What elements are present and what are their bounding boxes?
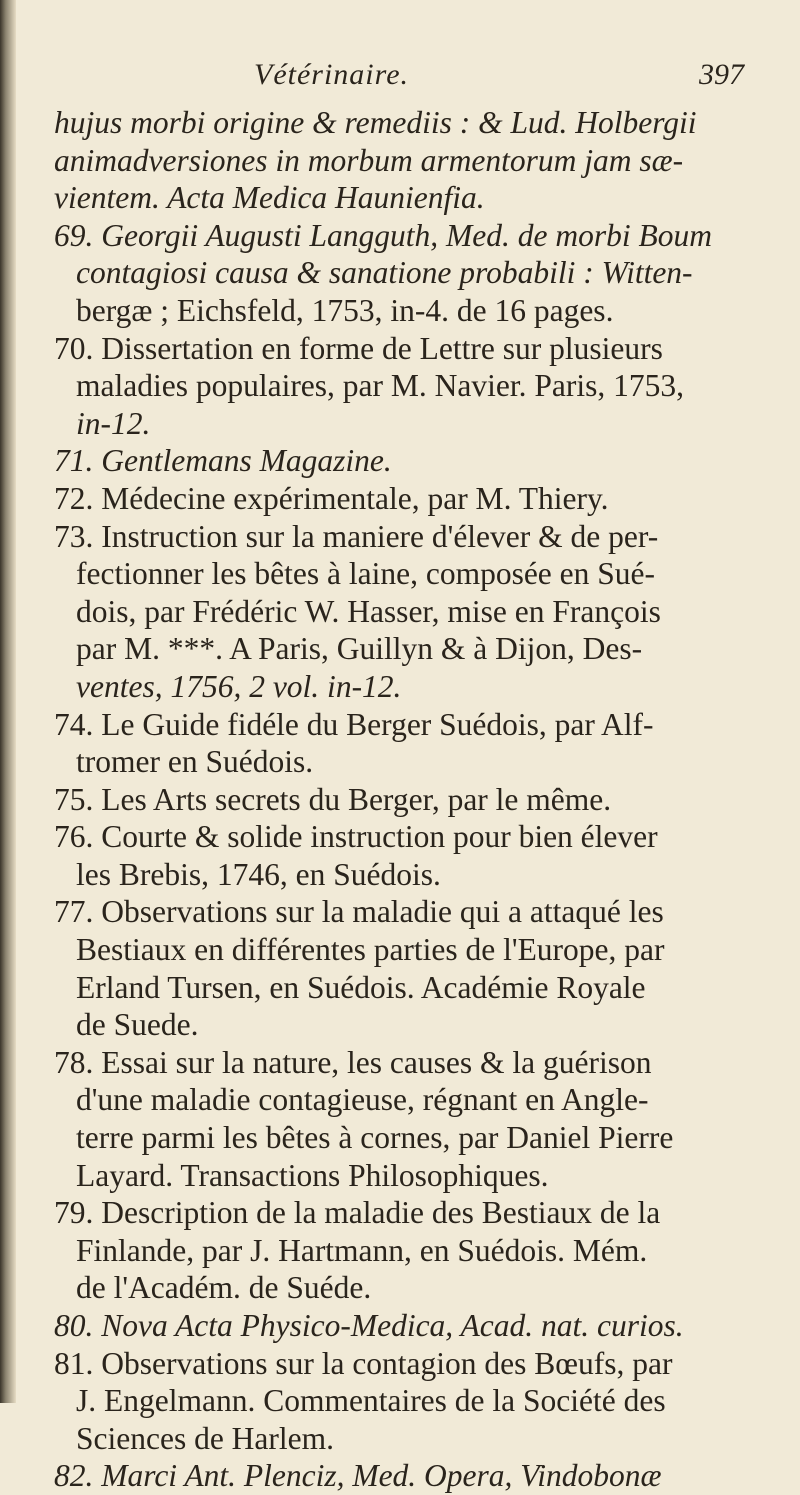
text-line: d'une maladie contagieuse, régnant en Angle- (76, 1082, 649, 1118)
text-line: les Brebis, 1746, en Suédois. (76, 856, 441, 892)
text-line: dois, par Frédéric W. Hasser, mise en François (76, 593, 661, 629)
text-line: contagiosi causa & sanatione probabili : Witten- (76, 255, 693, 291)
text-line: bergæ ; Eichsfeld, 1753, in-4. de 16 pages. (76, 292, 614, 328)
text-line: 74. Le Guide fidéle du Berger Suédois, par Alf- (54, 706, 654, 742)
text-line: tromer en Suédois. (76, 744, 314, 780)
text-line: maladies populaires, par M. Navier. Paris, 1753, (76, 368, 684, 404)
text-line: 78. Essai sur la nature, les causes & la guérison (54, 1044, 652, 1080)
text-line: 81. Observations sur la contagion des Bœufs, par (54, 1345, 673, 1381)
text-line: 76. Courte & solide instruction pour bien élever (54, 819, 658, 855)
text-line: ventes, 1756, 2 vol. in-12. (76, 668, 402, 704)
text-line: de l'Académ. de Suéde. (76, 1270, 372, 1306)
text-line: 73. Instruction sur la maniere d'élever & de per- (54, 518, 659, 554)
bibliography-text (54, 104, 774, 1495)
page-number: 397 (699, 58, 744, 91)
text-line: fectionner les bêtes à laine, composée en Sué- (76, 556, 656, 592)
text-line: hujus morbi origine & remediis : & Lud. Holbergii (54, 105, 697, 140)
text-line: animadversiones in morbum armentorum jam sæ- (54, 142, 684, 178)
text-line: 82. Marci Ant. Plenciz, Med. Opera, Vindobonæ (54, 1458, 662, 1494)
text-line: Finlande, par J. Hartmann, en Suédois. Mém. (76, 1232, 648, 1268)
running-head (54, 58, 774, 104)
text-line: par M. ***. A Paris, Guillyn & à Dijon, Des- (76, 631, 643, 667)
text-line: 77. Observations sur la maladie qui a attaqué les (54, 894, 664, 930)
text-line: Sciences de Harlem. (76, 1420, 335, 1456)
text-line: J. Engelmann. Commentaires de la Société des (76, 1383, 666, 1419)
text-line: in-12. (76, 405, 151, 441)
text-line: Layard. Transactions Philosophiques. (76, 1157, 549, 1193)
text-line: 72. Médecine expérimentale, par M. Thiery. (54, 480, 609, 516)
text-line: de Suede. (76, 1007, 199, 1043)
text-line: 75. Les Arts secrets du Berger, par le même. (54, 781, 612, 817)
text-line: 70. Dissertation en forme de Lettre sur plusieurs (54, 330, 663, 366)
text-line: terre parmi les bêtes à cornes, par Daniel Pierre (76, 1120, 674, 1156)
text-line: 69. Georgii Augusti Langguth, Med. de morbi Boum (54, 217, 712, 253)
text-line: Bestiaux en différentes parties de l'Europe, par (76, 932, 665, 968)
book-page (54, 58, 774, 1495)
text-line: Erland Tursen, en Suédois. Académie Royale (76, 969, 646, 1005)
running-title: Vétérinaire. (254, 58, 410, 91)
text-line: vientem. Acta Medica Haunienfia. (54, 180, 485, 216)
text-line: 79. Description de la maladie des Bestiaux de la (54, 1195, 661, 1231)
text-line: 71. Gentlemans Magazine. (54, 443, 392, 479)
page-gutter-shadow (0, 0, 16, 1403)
text-line: 80. Nova Acta Physico-Medica, Acad. nat. curios. (54, 1308, 684, 1343)
